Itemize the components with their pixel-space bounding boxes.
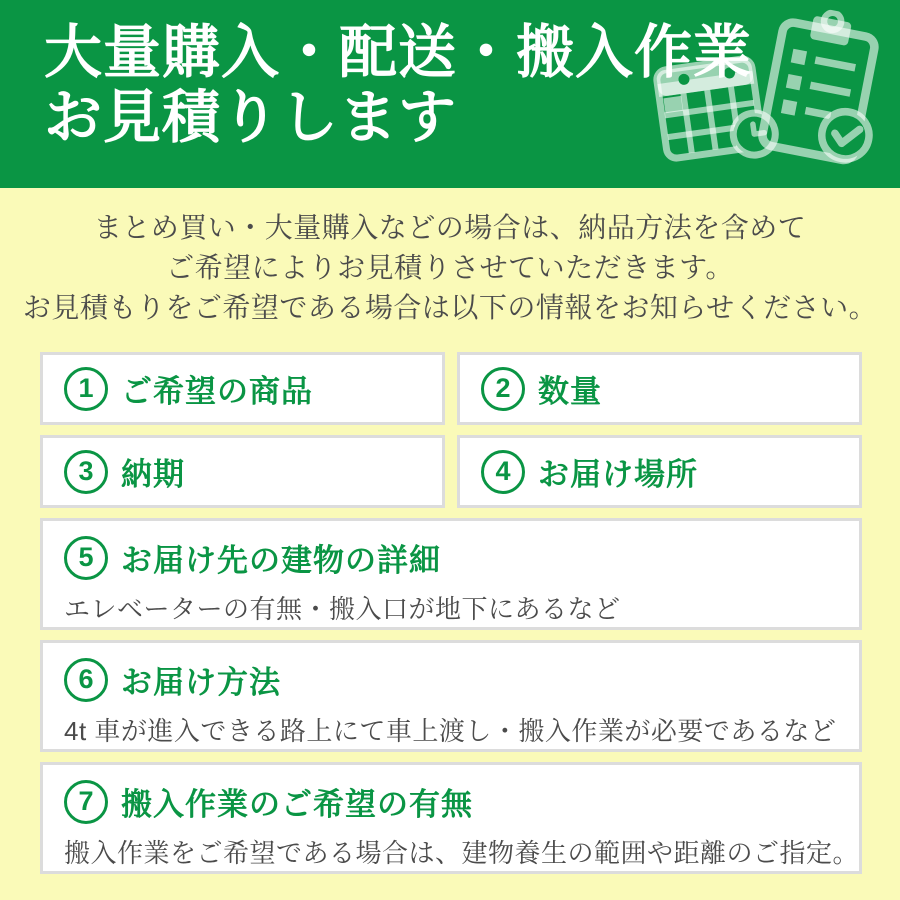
info-card-desired-product — [40, 352, 445, 425]
number-badge: 4 — [481, 450, 525, 494]
info-card-delivery-method — [40, 640, 862, 752]
info-card-delivery-place — [457, 435, 862, 508]
hero-header — [0, 0, 900, 188]
number-badge: 1 — [64, 367, 108, 411]
page-title-line1: 大量購入・配送・搬入作業 — [44, 20, 753, 85]
page-title-line2: お見積りします — [44, 85, 458, 150]
intro-line2: ご希望によりお見積りさせていただきます。 — [166, 252, 734, 283]
card-title: お届け先の建物の詳細 — [121, 543, 441, 578]
card-title: 納期 — [121, 457, 185, 492]
card-description: 搬入作業をご希望である場合は、建物養生の範囲や距離のご指定。 — [64, 838, 860, 868]
intro-text — [0, 188, 900, 328]
card-title: ご希望の商品 — [121, 374, 313, 409]
card-title: お届け方法 — [121, 665, 281, 700]
number-badge: 2 — [481, 367, 525, 411]
card-head — [64, 657, 851, 702]
card-head — [64, 449, 185, 494]
number-badge: 7 — [64, 780, 108, 824]
card-title: お届け場所 — [538, 457, 698, 492]
intro-line1: まとめ買い・大量購入などの場合は、納品方法を含めて — [93, 212, 807, 243]
info-card-quantity — [457, 352, 862, 425]
card-description: エレベーターの有無・搬入口が地下にあるなど — [64, 594, 621, 624]
card-head — [481, 449, 698, 494]
number-badge: 5 — [64, 536, 108, 580]
info-card-delivery-date — [40, 435, 445, 508]
intro-line3: お見積もりをご希望である場合は以下の情報をお知らせください。 — [22, 292, 878, 323]
card-title: 搬入作業のご希望の有無 — [121, 787, 473, 822]
card-title: 数量 — [538, 374, 602, 409]
info-grid — [40, 352, 862, 874]
card-head — [64, 366, 313, 411]
info-card-building-details — [40, 518, 862, 630]
page-title — [0, 0, 900, 150]
card-description: 4t 車が進入できる路上にて車上渡し・搬入作業が必要であるなど — [64, 716, 837, 746]
card-head — [64, 779, 851, 824]
card-head — [64, 535, 851, 580]
info-card-carry-in-work — [40, 762, 862, 874]
card-head — [481, 366, 602, 411]
number-badge: 6 — [64, 658, 108, 702]
number-badge: 3 — [64, 450, 108, 494]
